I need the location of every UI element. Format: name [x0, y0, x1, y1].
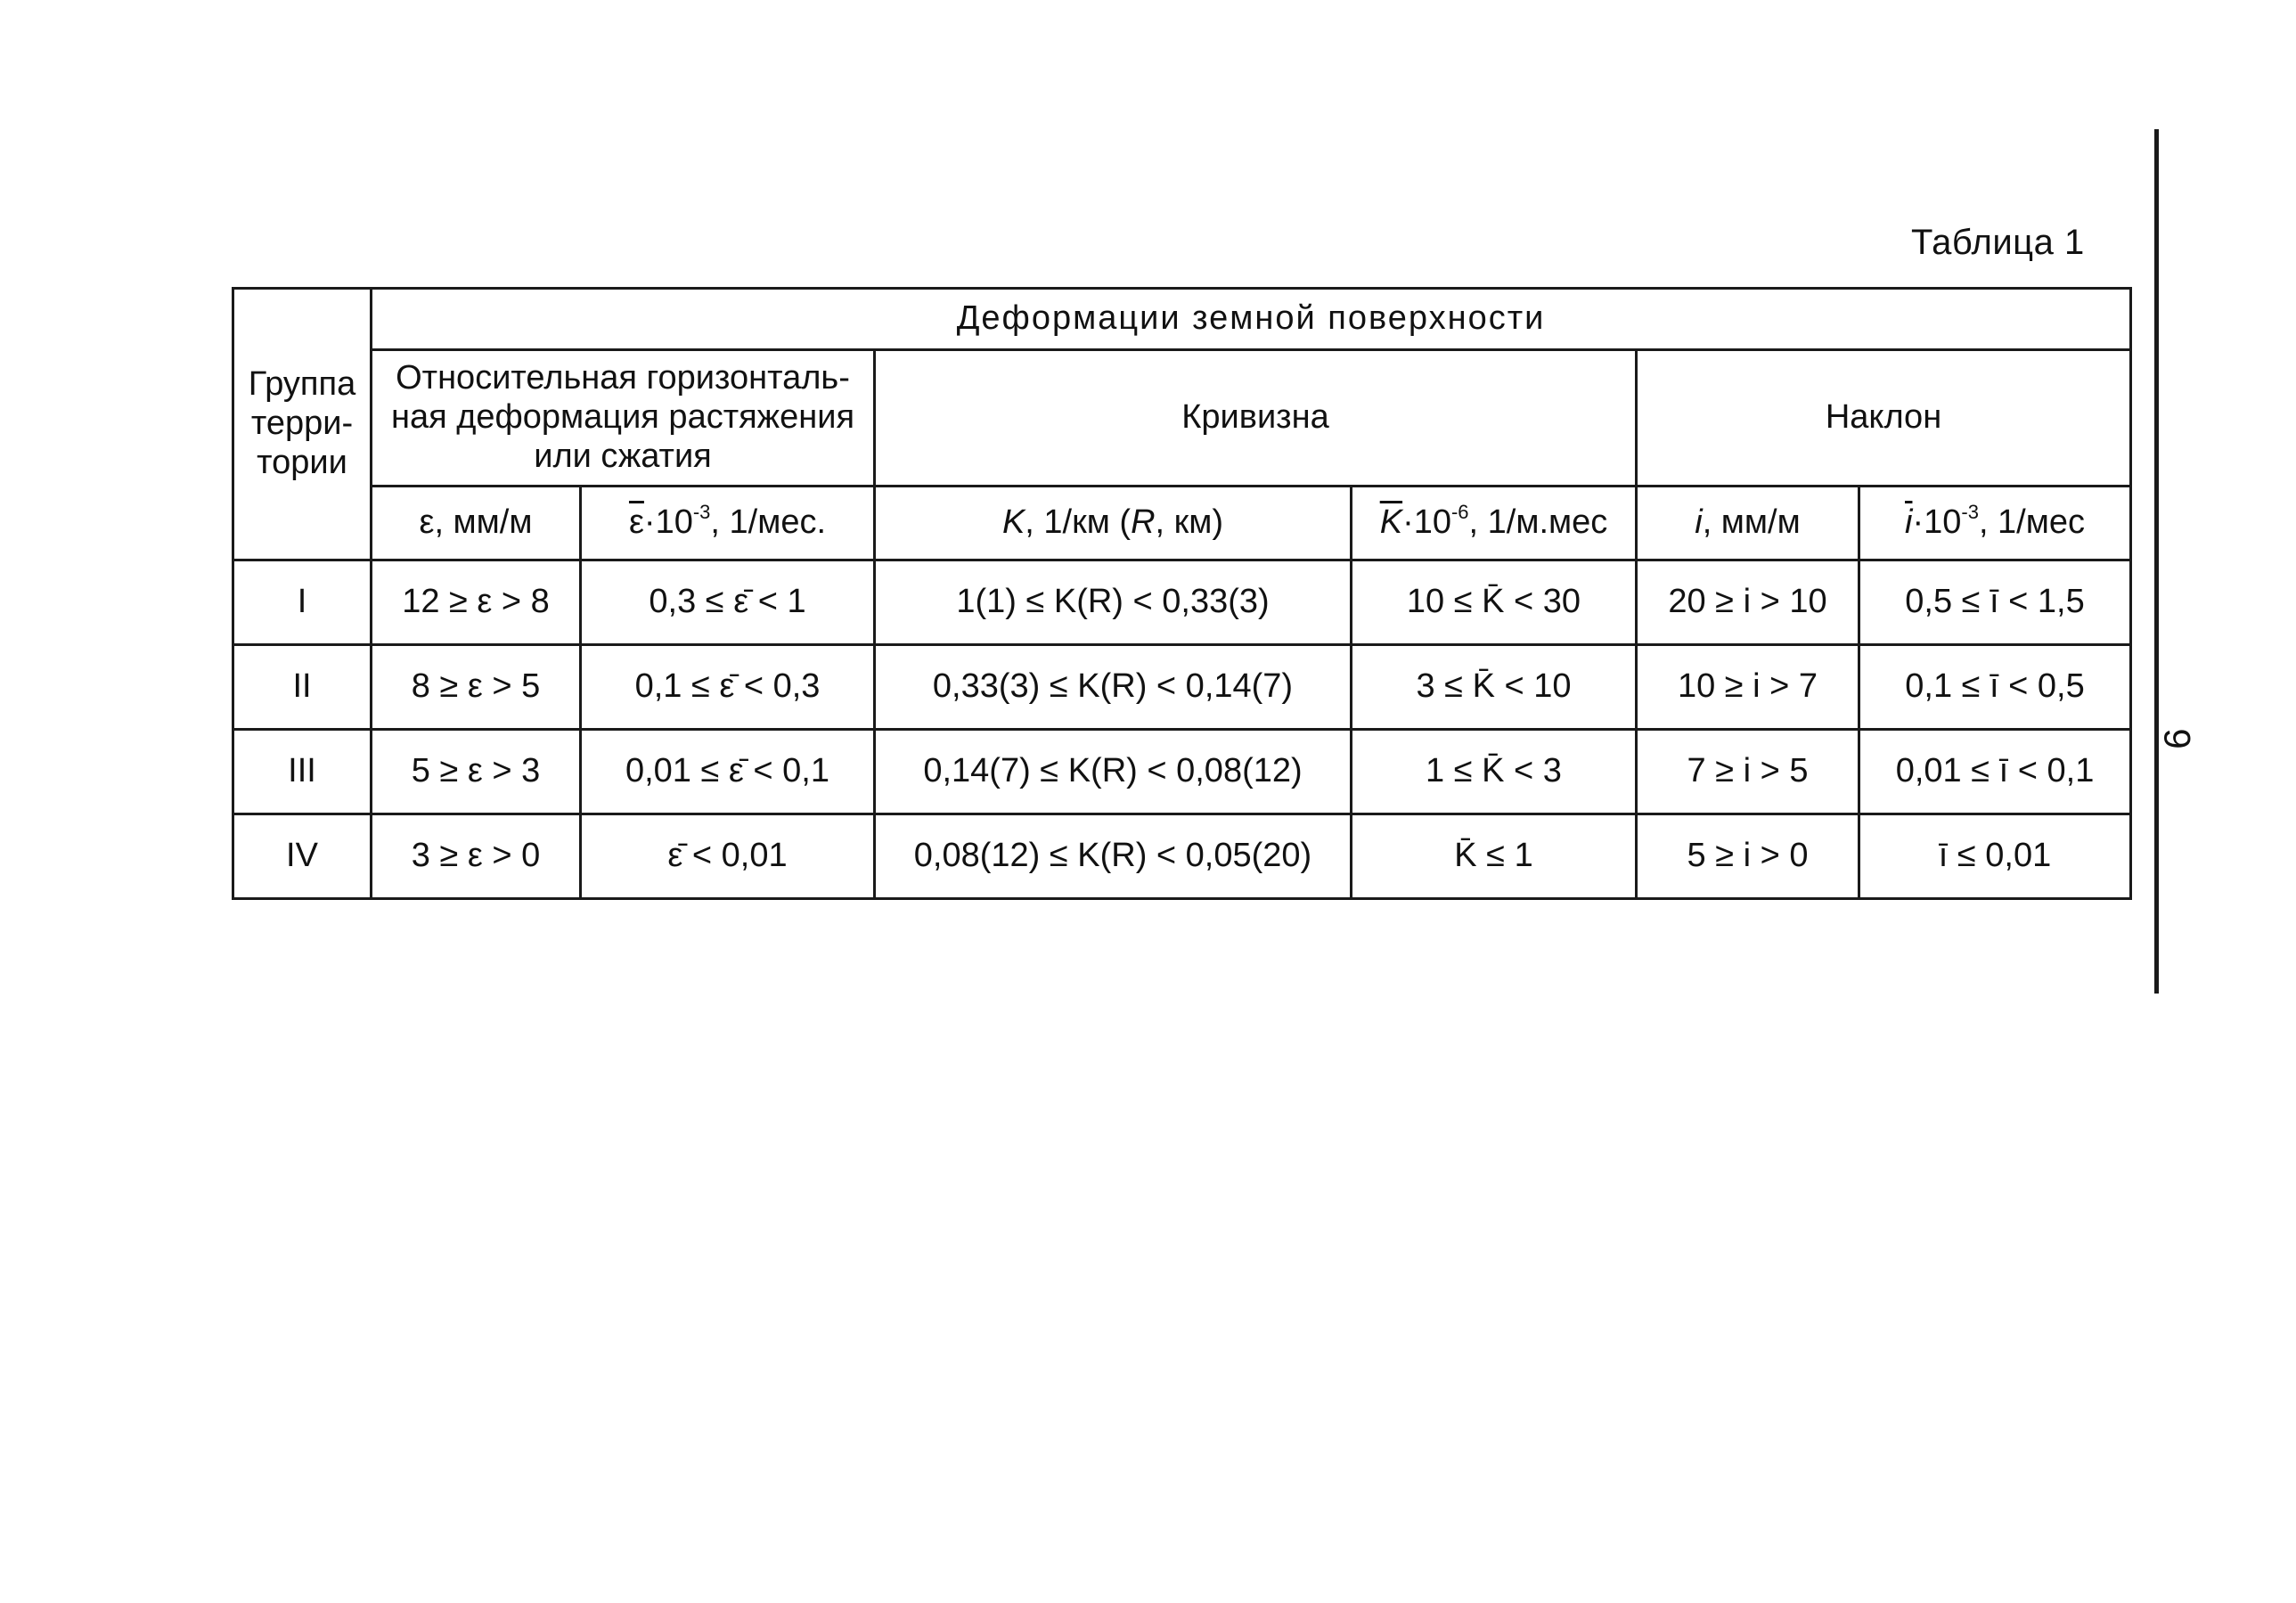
cell-curvature: 1(1) ≤ K(R) < 0,33(3) [875, 560, 1352, 645]
header-curvature-rate: $\overline{K}\cdot 10^{-6}$, 1/м.мес [1352, 487, 1637, 560]
cell-tilt: 10 ≥ i > 7 [1637, 645, 1859, 730]
cell-eps-rate: ε̄ < 0,01 [581, 814, 875, 899]
cell-curvature-rate: K̄ ≤ 1 [1352, 814, 1637, 899]
header-tilt: Наклон [1637, 350, 2131, 487]
cell-curvature: 0,08(12) ≤ K(R) < 0,05(20) [875, 814, 1352, 899]
cell-group: I [233, 560, 372, 645]
cell-eps: 12 ≥ ε > 8 [372, 560, 581, 645]
deformation-table-wrapper [232, 287, 2129, 900]
cell-tilt: 5 ≥ i > 0 [1637, 814, 1859, 899]
cell-curvature-rate: 1 ≤ K̄ < 3 [1352, 730, 1637, 814]
header-surface-deformations: Деформации земной поверхности [372, 289, 2131, 350]
cell-tilt: 7 ≥ i > 5 [1637, 730, 1859, 814]
cell-eps: 8 ≥ ε > 5 [372, 645, 581, 730]
header-row-main [233, 289, 2131, 350]
cell-curvature-rate: 10 ≤ K̄ < 30 [1352, 560, 1637, 645]
cell-eps-rate: 0,3 ≤ ε̄ < 1 [581, 560, 875, 645]
header-row-sections [233, 350, 2131, 487]
deformation-table [232, 287, 2132, 900]
cell-group: II [233, 645, 372, 730]
table-row [233, 560, 2131, 645]
cell-eps: 5 ≥ ε > 3 [372, 730, 581, 814]
cell-eps-rate: 0,1 ≤ ε̄ < 0,3 [581, 645, 875, 730]
cell-tilt-rate: 0,1 ≤ ī < 0,5 [1859, 645, 2131, 730]
header-eps: ε, мм/м [372, 487, 581, 560]
header-group-territory: Группа терри-тории [233, 289, 372, 560]
cell-curvature: 0,14(7) ≤ K(R) < 0,08(12) [875, 730, 1352, 814]
header-tilt-i: i, мм/м [1637, 487, 1859, 560]
cell-group: IV [233, 814, 372, 899]
cell-tilt: 20 ≥ i > 10 [1637, 560, 1859, 645]
margin-rule-line [2154, 129, 2159, 994]
cell-tilt-rate: 0,01 ≤ ī < 0,1 [1859, 730, 2131, 814]
cell-eps-rate: 0,01 ≤ ε̄ < 0,1 [581, 730, 875, 814]
cell-eps: 3 ≥ ε > 0 [372, 814, 581, 899]
page-number: 9 [2156, 728, 2199, 749]
table-caption: Таблица 1 [1911, 223, 2085, 262]
header-tilt-rate: $\overline{i}\cdot 10^{-3}$, 1/мес [1859, 487, 2131, 560]
header-horizontal-deformation: Относительная горизонталь-ная деформация растяжения или сжатия [372, 350, 875, 487]
cell-tilt-rate: ī ≤ 0,01 [1859, 814, 2131, 899]
table-row [233, 814, 2131, 899]
header-curvature: Кривизна [875, 350, 1637, 487]
cell-tilt-rate: 0,5 ≤ ī < 1,5 [1859, 560, 2131, 645]
header-eps-rate: $\overline{\varepsilon}\cdot 10^{-3}$, 1/мес. [581, 487, 875, 560]
header-curvature-k: K, 1/км (R, км) [875, 487, 1352, 560]
header-row-units [233, 487, 2131, 560]
table-row [233, 645, 2131, 730]
cell-group: III [233, 730, 372, 814]
cell-curvature-rate: 3 ≤ K̄ < 10 [1352, 645, 1637, 730]
table-row [233, 730, 2131, 814]
cell-curvature: 0,33(3) ≤ K(R) < 0,14(7) [875, 645, 1352, 730]
